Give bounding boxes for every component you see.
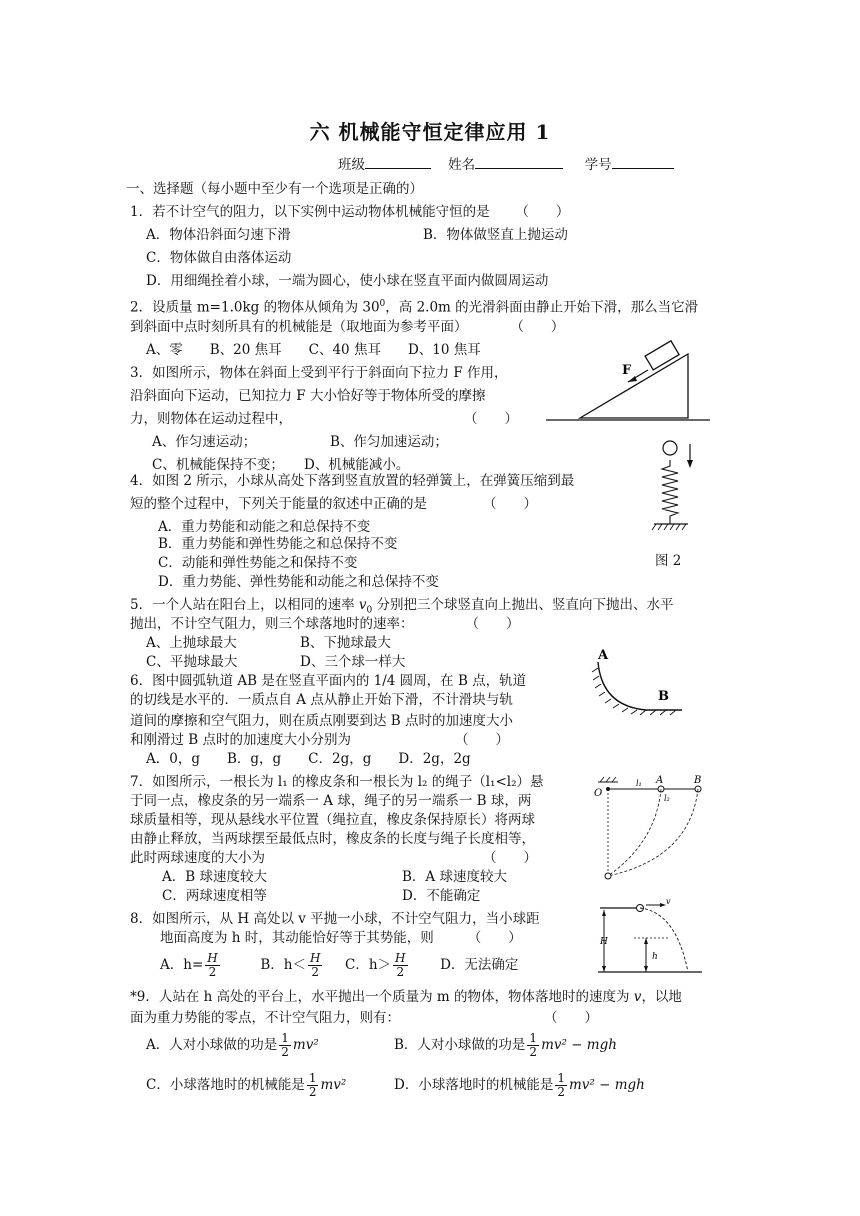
q7-line5 <box>130 849 537 867</box>
q4-answer-paren: （ ） <box>483 496 537 512</box>
q8-option-a <box>160 951 222 979</box>
q8-line2 <box>160 929 522 947</box>
q3-option-a: A、作匀速运动； <box>152 434 257 450</box>
q5-v: v <box>358 597 367 613</box>
q1-option-c: C．物体做自由落体运动 <box>146 250 292 266</box>
q4-spring <box>662 460 678 524</box>
q9-line2 <box>130 1009 598 1027</box>
class-blank <box>365 168 431 169</box>
q6-line3: 道间的摩擦和空气阻力，则在质点刚要到达 B 点时的加速度大小 <box>130 713 514 729</box>
q6-answer-paren: （ ） <box>455 732 510 748</box>
q6-track-figure <box>576 648 686 718</box>
q9-half-num: 1 <box>557 1071 565 1085</box>
name-label: 姓名 <box>448 157 476 173</box>
q9-half-b <box>527 1032 539 1059</box>
q8-height-arrow-top <box>602 910 606 916</box>
q8-fraction-c <box>393 952 407 979</box>
q5-answer-paren: （ ） <box>465 616 520 632</box>
q9-option-c-label: C．小球落地时的机械能是 <box>146 1077 305 1093</box>
q9-option-a <box>146 1030 319 1060</box>
q5-line2 <box>130 615 520 633</box>
q7-label-a: A <box>656 775 664 786</box>
q2-line2-text: 到斜面中点时刻所具有的机械能是（取地面为参考平面） <box>130 319 468 335</box>
q8-label-small-h: h <box>652 952 658 962</box>
q6-label-a: A <box>598 648 609 663</box>
q8-fraction-b <box>308 952 322 979</box>
q8-label-v: v <box>666 897 671 906</box>
q7-line5-text: 此时两球速度的大小为 <box>130 850 265 866</box>
q3-block <box>645 341 679 370</box>
q7-path-b <box>608 789 698 876</box>
q8-fraction-a <box>205 952 219 979</box>
q4-spring-figure <box>636 436 706 536</box>
q4-option-c: C．动能和弹性势能之和保持不变 <box>158 555 358 571</box>
q6-track <box>598 662 682 710</box>
q3-incline <box>580 354 688 418</box>
q5-option-a: A、上抛球最大 <box>146 635 237 651</box>
q3-option-b: B、作匀加速运动； <box>330 434 448 450</box>
q8-label-big-h: H <box>600 937 608 947</box>
q8-trajectory <box>640 908 688 972</box>
q1-option-a: A．物体沿斜面匀速下滑 <box>146 227 291 243</box>
q6-options: A．0，g B．g，g C．2g，g D．2g，2g <box>146 751 471 767</box>
q7-label-l2: l₂ <box>664 794 670 803</box>
q8-frac-num: H <box>395 951 406 965</box>
q8-h-arrow-top <box>644 938 648 944</box>
q4-base-hatch <box>652 524 686 530</box>
q9-line2-text: 面为重力势能的零点，不计空气阻力，则有： <box>130 1010 400 1026</box>
q6-label-b: B <box>658 689 669 704</box>
q2-line1a: 2．设质量 m=1.0kg 的物体从倾角为 30 <box>130 299 380 316</box>
page-title: 六 机械能守恒定律应用 1 <box>309 120 551 144</box>
q5-line1a: 5．一个人站在阳台上，以相同的速率 <box>130 597 359 613</box>
q4-ball <box>663 441 677 455</box>
q1-stem-text: 1．若不计空气的阻力，以下实例中运动物体机械能守恒的是 <box>130 204 490 220</box>
q8-option-d: D．无法确定 <box>440 957 519 973</box>
q8-option-c <box>345 951 410 979</box>
q8-h-arrow-bottom <box>644 966 648 972</box>
q4-figure-caption: 图 2 <box>655 553 682 569</box>
q9-option-a-expr: mv² <box>292 1037 319 1053</box>
q4-option-a: A．重力势能和动能之和总保持不变 <box>158 519 371 535</box>
q9-option-a-label: A．人对小球做的功是 <box>146 1037 278 1053</box>
q7-label-b: B <box>694 775 702 786</box>
q2-line1 <box>130 295 698 317</box>
q9-option-d <box>394 1070 645 1100</box>
q6-line2: 的切线是水平的．一质点自 A 点从静止开始下滑，不计滑块与轨 <box>130 692 513 708</box>
q7-option-a: A．B 球速度较大 <box>162 869 267 885</box>
q8-frac-den: 2 <box>311 965 319 979</box>
q7-pendulum-figure <box>594 772 704 882</box>
q6-line4-text: 和刚滑过 B 点时的加速度大小分别为 <box>130 732 352 748</box>
q8-line1: 8．如图所示，从 H 高处以 v 平抛一小球，不计空气阻力，当小球距 <box>130 911 540 927</box>
q8-height-arrow-bottom <box>602 966 606 972</box>
q3-line3 <box>130 410 518 428</box>
q9-option-b <box>394 1030 617 1060</box>
q9-half-a <box>279 1032 291 1059</box>
q9-line1 <box>130 988 682 1006</box>
q9-option-d-expr: mv² − mgh <box>568 1077 645 1093</box>
q5-line2-text: 抛出，不计空气阻力，则三个球落地时的速率： <box>130 616 414 632</box>
q9-half-den: 2 <box>308 1085 317 1099</box>
q9-half-den: 2 <box>557 1085 565 1099</box>
q7-line3: 球质量相等，现从悬线水平位置（绳拉直，橡皮条保持原长）将两球 <box>130 812 535 828</box>
q7-option-d: D．不能确定 <box>402 888 481 904</box>
q3-line1: 3．如图所示，物体在斜面上受到平行于斜面向下拉力 F 作用， <box>130 365 508 381</box>
q4-line2 <box>130 495 537 513</box>
q2-line1b: ，高 2.0m 的光滑斜面由静止开始下滑，那么当它滑 <box>385 299 699 316</box>
q9-half-den: 2 <box>529 1045 538 1059</box>
q3-option-c: C、机械能保持不变； <box>152 457 284 473</box>
q3-answer-paren: （ ） <box>464 411 518 427</box>
q3-line2: 沿斜面向下运动，已知拉力 F 大小恰好等于物体所受的摩擦 <box>130 388 486 404</box>
q9-option-b-expr: mv² − mgh <box>541 1037 617 1053</box>
name-blank <box>475 168 563 169</box>
q8-options <box>160 950 518 980</box>
q9-option-c <box>146 1070 346 1100</box>
q8-frac-num: H <box>309 951 321 965</box>
section-heading: 一、选择题（每小题中至少有一个选项是正确的） <box>126 181 423 197</box>
q5-option-b: B、下抛球最大 <box>300 635 391 651</box>
q4-option-b: B．重力势能和弹性势能之和总保持不变 <box>158 536 398 552</box>
q9-line1b: ，以地 <box>641 989 682 1005</box>
q5-option-c: C、平抛球最大 <box>146 654 238 670</box>
q7-path-a <box>608 789 661 876</box>
q1-stem <box>130 203 569 221</box>
q8-frac-den: 2 <box>396 965 405 979</box>
q7-line4: 由静止释放，当两球摆至最低点时，橡皮条的长度与绳子长度相等， <box>130 831 535 847</box>
q7-option-b: B．A 球速度较大 <box>402 869 507 885</box>
q3-line3-text: 力，则物体在运动过程中， <box>130 411 292 427</box>
q9-v: v <box>633 989 642 1005</box>
q9-half-num: 1 <box>529 1031 538 1045</box>
q1-option-d: D．用细绳拴着小球，一端为圆心，使小球在竖直平面内做圆周运动 <box>146 273 549 289</box>
q8-projectile-figure <box>596 898 706 978</box>
q8-option-b-label: B．h＜ <box>260 957 306 973</box>
q7-line1: 7．如图所示，一根长为 l₁ 的橡皮条和一根长为 l₂ 的绳子（l₁<l₂）悬 <box>130 774 544 790</box>
class-label: 班级 <box>338 157 365 173</box>
q9-option-b-label: B．人对小球做的功是 <box>394 1037 526 1053</box>
q8-line2-text: 地面高度为 h 时，其动能恰好等于其势能，则 <box>160 930 434 946</box>
id-label: 学号 <box>584 157 612 173</box>
q9-half-num: 1 <box>308 1071 317 1085</box>
q8-option-a-label: A．h= <box>160 957 204 973</box>
q2-answer-paren: （ ） <box>510 319 565 335</box>
id-blank <box>612 168 674 169</box>
q2-degree: 0 <box>379 299 386 309</box>
q9-line1a: *9．人站在 h 高处的平台上，水平抛出一个质量为 m 的物体，物体落地时的速度为 <box>130 989 634 1005</box>
q8-frac-num: H <box>207 951 218 965</box>
q6-line1: 6．图中圆弧轨道 AB 是在竖直平面内的 1/4 圆周，在 B 点，轨道 <box>130 673 527 689</box>
q6-line4 <box>130 731 509 749</box>
q8-frac-den: 2 <box>208 965 217 979</box>
student-info <box>338 156 674 174</box>
q8-option-c-label: C．h＞ <box>345 957 392 973</box>
q9-half-den: 2 <box>281 1045 289 1059</box>
q2-line2 <box>130 318 564 336</box>
q9-half-num: 1 <box>281 1031 289 1045</box>
q1-answer-paren: （ ） <box>515 204 570 220</box>
q9-half-d <box>555 1072 567 1099</box>
q3-option-d: D、机械能减小。 <box>304 457 410 473</box>
q7-line2: 于同一点，橡皮条的另一端系一 A 球，绳子的另一端系一 B 球，两 <box>130 793 532 809</box>
q9-answer-paren: （ ） <box>544 1010 598 1026</box>
q8-answer-paren: （ ） <box>467 930 522 946</box>
q3-force-label: F <box>622 363 632 378</box>
q4-option-d: D．重力势能、弹性势能和动能之和总保持不变 <box>158 574 439 590</box>
q7-label-l1: l₁ <box>636 779 642 788</box>
q5-option-d: D、三个球一样大 <box>300 654 406 670</box>
q7-answer-paren: （ ） <box>483 850 537 866</box>
q3-incline-figure <box>544 336 714 426</box>
q4-line1: 4．如图 2 所示，小球从高处下落到竖直放置的轻弹簧上，在弹簧压缩到最 <box>130 473 575 489</box>
q5-line1b: 分别把三个球竖直向上抛出、竖直向下抛出、水平 <box>372 597 674 613</box>
q4-arrowhead <box>687 460 693 468</box>
q9-option-d-label: D．小球落地时的机械能是 <box>394 1077 554 1093</box>
q5-v-sub: 0 <box>366 605 373 616</box>
q7-support-hatch <box>600 777 616 782</box>
q9-option-c-expr: mv² <box>320 1077 347 1093</box>
q4-line2-text: 短的整个过程中，下列关于能量的叙述中正确的是 <box>130 496 427 512</box>
q2-options: A、零 B、20 焦耳 C、40 焦耳 D、10 焦耳 <box>146 342 481 358</box>
q8-option-b <box>260 951 324 979</box>
q1-option-b: B．物体做竖直上抛运动 <box>423 227 568 243</box>
q7-option-c: C．两球速度相等 <box>162 888 267 904</box>
q7-bottom-ball <box>605 873 611 879</box>
q7-label-o: O <box>594 788 603 799</box>
q9-half-c <box>307 1072 319 1099</box>
